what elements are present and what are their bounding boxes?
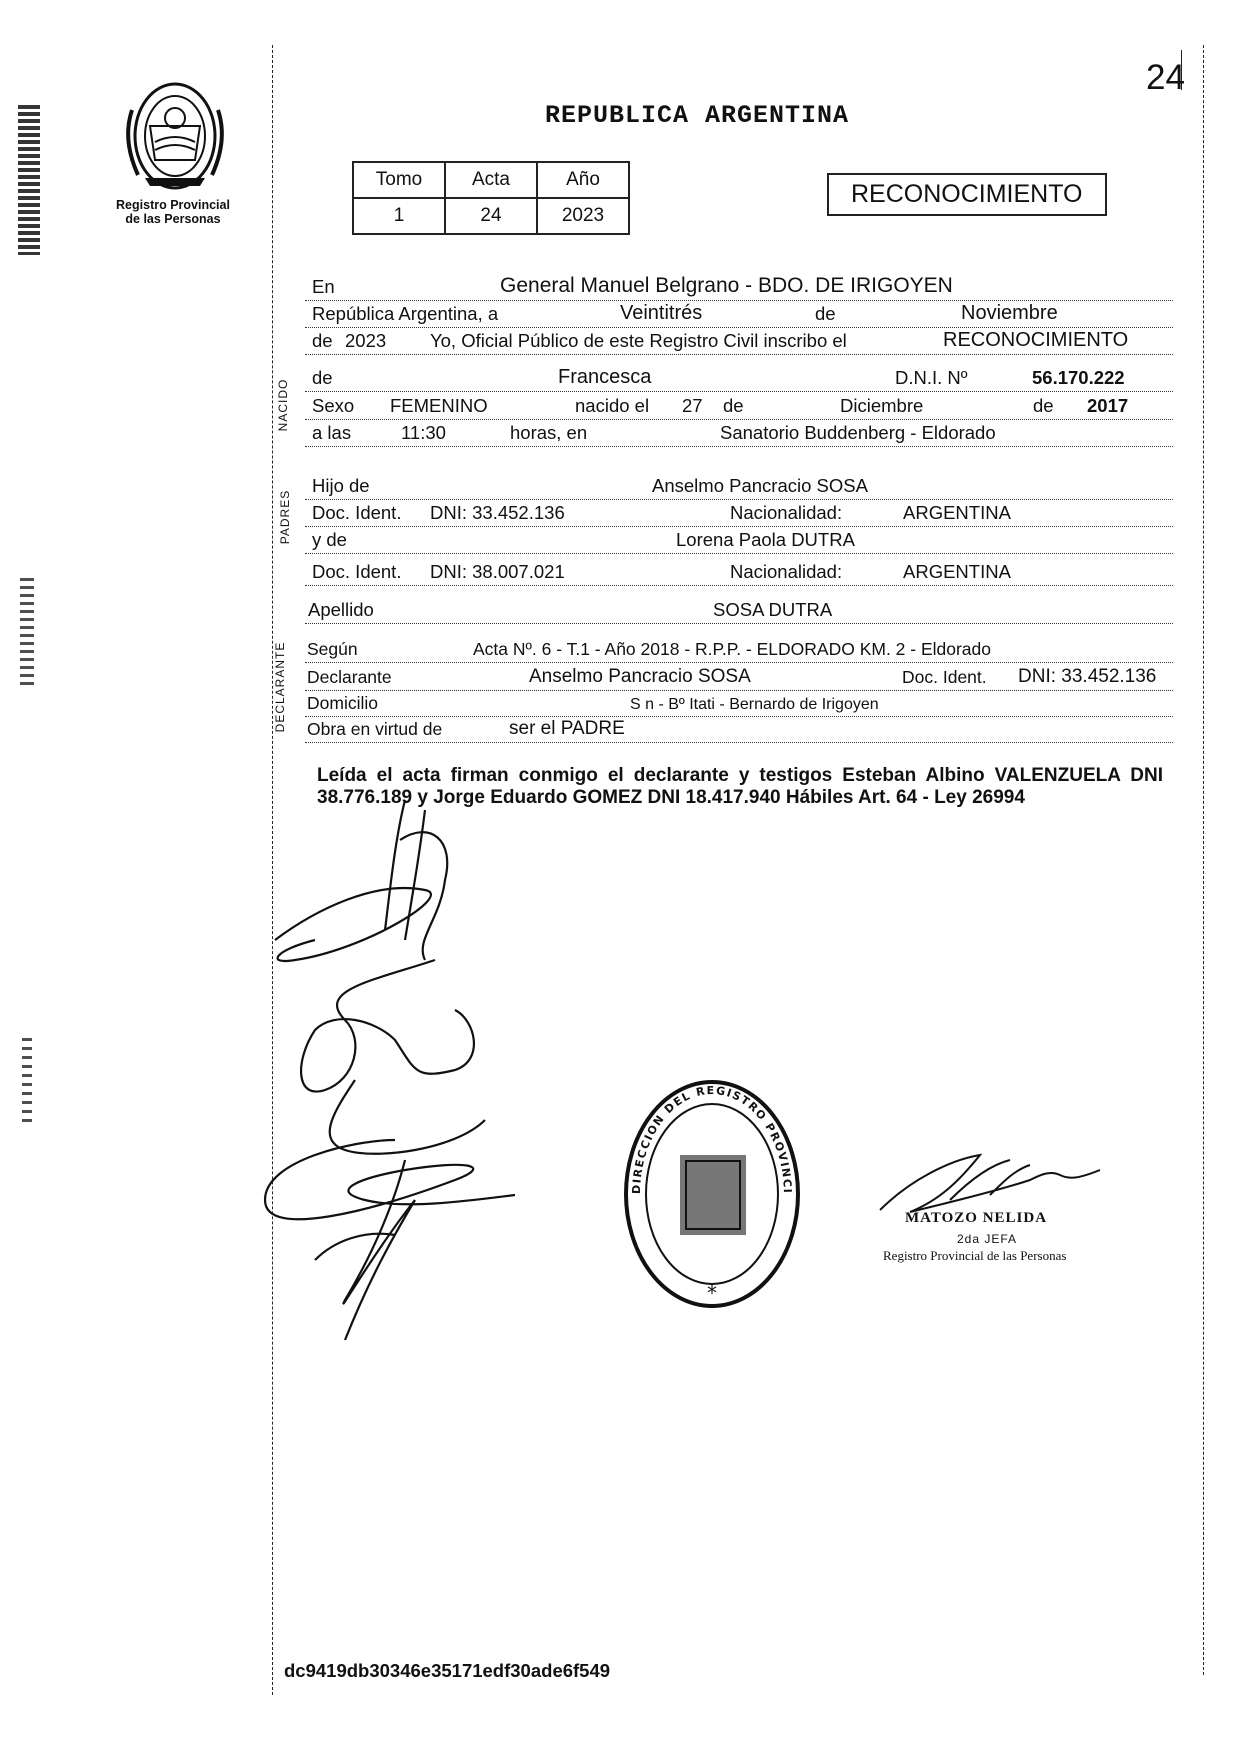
father-doc: DNI: 33.452.136 xyxy=(430,502,565,523)
child-dni: 56.170.222 xyxy=(1032,367,1125,388)
table-value-tomo: 1 xyxy=(353,198,445,234)
obra-label: Obra en virtud de xyxy=(307,719,443,739)
de-year-label: de xyxy=(312,330,333,351)
sexo-label: Sexo xyxy=(312,395,355,416)
de-label-2: de xyxy=(723,395,744,416)
name-row xyxy=(305,365,1173,392)
nacido-side-label: NACIDO xyxy=(276,378,290,432)
time-row xyxy=(305,420,1173,447)
domicilio-value: S n - Bº Itati - Bernardo de Irigoyen xyxy=(630,696,879,713)
document-hash: dc9419db30346e35171edf30ade6f549 xyxy=(284,1660,611,1681)
mother-nationality-label: Nacionalidad: xyxy=(730,561,843,582)
table-header-ano: Año xyxy=(537,162,629,198)
official-signature-icon xyxy=(870,1140,1110,1220)
seal-caption xyxy=(98,198,248,226)
country-title: REPUBLICA ARGENTINA xyxy=(545,101,850,130)
domicilio-row xyxy=(305,690,1173,717)
father-nationality: ARGENTINA xyxy=(903,502,1011,523)
seal-caption-line2: de las Personas xyxy=(125,212,221,226)
birth-month: Diciembre xyxy=(840,395,924,416)
scan-edge-mark xyxy=(20,578,34,688)
svg-text:*: * xyxy=(707,1281,717,1305)
date-row xyxy=(305,301,1173,328)
declarante-value: Anselmo Pancracio SOSA xyxy=(529,666,751,687)
officer-row xyxy=(305,328,1173,355)
segun-label: Según xyxy=(307,639,358,659)
birth-day: 27 xyxy=(682,395,703,416)
father-name: Anselmo Pancracio SOSA xyxy=(652,475,868,496)
seal-caption-line1: Registro Provincial xyxy=(116,198,230,212)
birth-year: 2017 xyxy=(1087,395,1129,416)
place-value: General Manuel Belgrano - BDO. DE IRIGOYEN xyxy=(500,274,953,297)
sex-row xyxy=(305,393,1173,420)
domicilio-label: Domicilio xyxy=(307,693,378,713)
margin-line-right xyxy=(1203,45,1204,1675)
scan-edge-mark xyxy=(18,105,40,255)
mother-doc-label: Doc. Ident. xyxy=(312,561,402,582)
table-header-tomo: Tomo xyxy=(353,162,445,198)
surname-value: SOSA DUTRA xyxy=(713,599,833,620)
de-label: de xyxy=(815,303,836,324)
stamp-ring-text: DIRECCION DEL REGISTRO PROVINCI xyxy=(629,1083,795,1195)
declarante-doc: DNI: 33.452.136 xyxy=(1018,666,1157,687)
mother-name: Lorena Paola DUTRA xyxy=(676,529,855,550)
father-doc-label: Doc. Ident. xyxy=(312,502,402,523)
mother-nationality: ARGENTINA xyxy=(903,561,1011,582)
obra-row xyxy=(305,716,1173,743)
mother-doc-row xyxy=(305,559,1173,586)
de-name-label: de xyxy=(312,367,333,388)
witness-signatures-icon xyxy=(255,780,635,1400)
segun-value: Acta Nº. 6 - T.1 - Año 2018 - R.P.P. - ELDORADO KM. 2 - Eldorado xyxy=(473,639,992,659)
closing-text: Leída el acta firman conmigo el declarante y testigos Esteban Albino VALENZUELA DNI 38.776.189 y Jorge Eduardo GOMEZ DNI 18.417.940 Hábiles Art. 64 - Ley 26994 xyxy=(317,765,1163,808)
country-label: República Argentina, a xyxy=(312,303,499,324)
officer-text: Yo, Oficial Público de este Registro Civil inscribo el xyxy=(430,330,847,351)
act-type-box: RECONOCIMIENTO xyxy=(827,173,1107,216)
birth-place: Sanatorio Buddenberg - Eldorado xyxy=(720,422,996,443)
hijo-de-label: Hijo de xyxy=(312,475,370,496)
father-nationality-label: Nacionalidad: xyxy=(730,502,843,523)
declarante-side-label: DECLARANTE xyxy=(273,641,287,733)
apellido-label: Apellido xyxy=(308,599,374,620)
en-label: En xyxy=(312,276,335,297)
declarante-label: Declarante xyxy=(307,667,392,687)
official-name: MATOZO NELIDA xyxy=(905,1210,1048,1226)
birth-time: 11:30 xyxy=(401,422,446,443)
acta-reference-table xyxy=(352,161,630,235)
sexo-value: FEMENINO xyxy=(390,395,488,416)
mother-doc: DNI: 38.007.021 xyxy=(430,561,565,582)
official-role: 2da JEFA xyxy=(957,1232,1018,1246)
declarante-row xyxy=(305,664,1173,691)
mother-row xyxy=(305,527,1173,554)
scan-edge-mark xyxy=(22,1038,32,1128)
provincial-seal-icon xyxy=(120,80,230,195)
father-doc-row xyxy=(305,500,1173,527)
day-value: Veintitrés xyxy=(620,302,703,324)
provincial-seal xyxy=(120,80,230,195)
nacido-el-label: nacido el xyxy=(575,395,650,416)
official-stamp xyxy=(620,1075,805,1313)
table-value-ano: 2023 xyxy=(537,198,629,234)
table-header-acta: Acta xyxy=(445,162,537,198)
month-value: Noviembre xyxy=(961,302,1058,324)
surname-row xyxy=(305,597,1173,624)
official-org: Registro Provincial de las Personas xyxy=(883,1248,1067,1263)
year-value: 2023 xyxy=(345,330,387,351)
segun-row xyxy=(305,636,1173,663)
de-label-3: de xyxy=(1033,395,1054,416)
official-stamp-icon xyxy=(620,1075,805,1313)
y-de-label: y de xyxy=(312,529,347,550)
obra-value: ser el PADRE xyxy=(509,718,625,739)
padres-side-label: PADRES xyxy=(278,489,292,545)
page-number: 24 xyxy=(1146,58,1185,97)
child-name: Francesca xyxy=(558,366,652,388)
place-row xyxy=(305,274,1173,301)
father-row xyxy=(305,473,1173,500)
horas-label: horas, en xyxy=(510,422,588,443)
dni-label: D.N.I. Nº xyxy=(895,367,968,388)
act-type-value: RECONOCIMIENTO xyxy=(943,329,1129,351)
declarante-doc-label: Doc. Ident. xyxy=(902,667,987,687)
table-value-acta: 24 xyxy=(445,198,537,234)
a-las-label: a las xyxy=(312,422,352,443)
